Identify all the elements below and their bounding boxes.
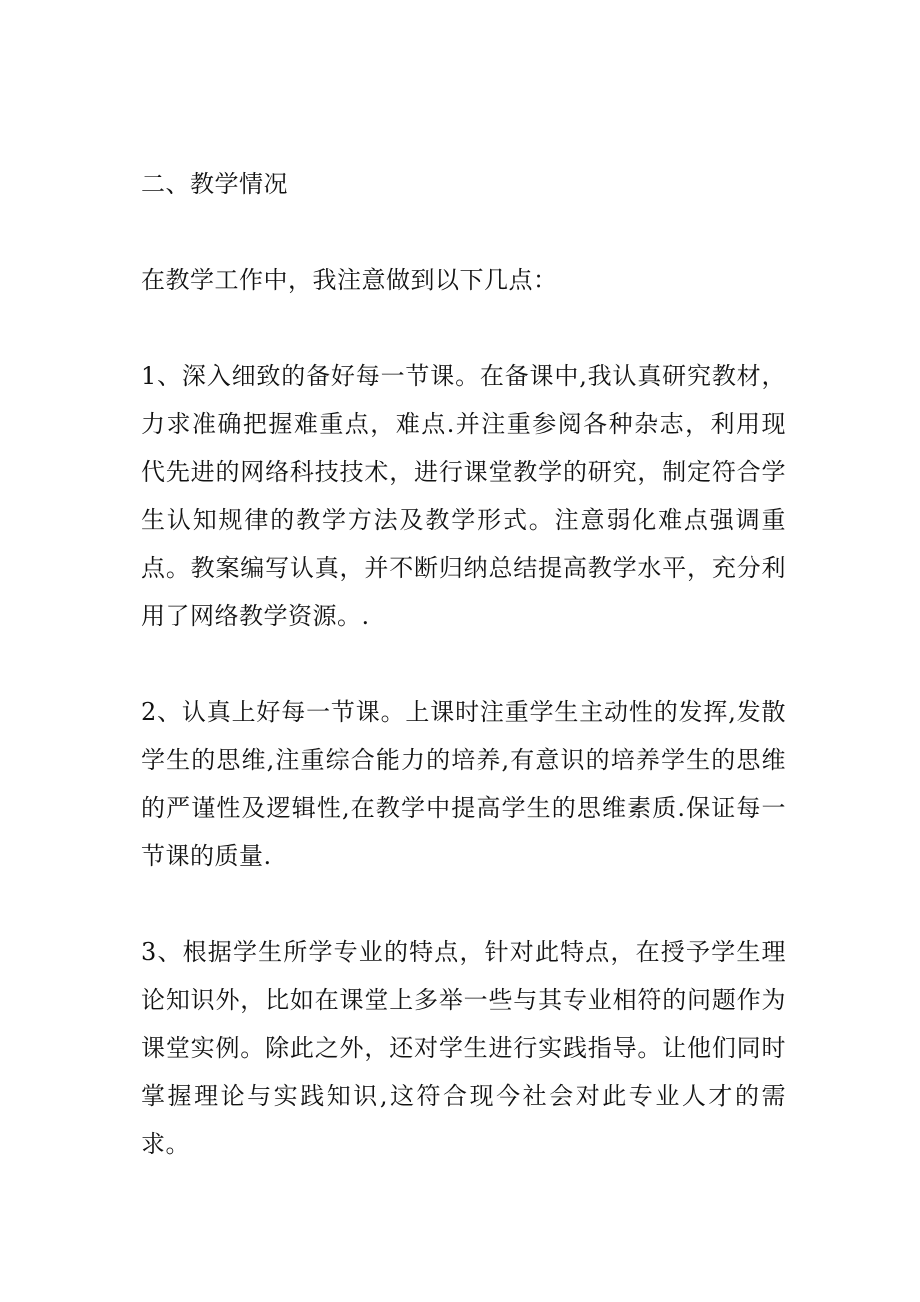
intro-paragraph: 在教学工作中，我注意做到以下几点：	[141, 266, 558, 294]
paragraph-3: 3、根据学生所学专业的特点，针对此特点，在授予学生理论知识外，比如在课堂上多举一些与其专业相符的问题作为课堂实例。除此之外，还对学生进行实践指导。让他们同时掌握理论与实践知识,这符合现今社会对此专业人才的需求。	[141, 938, 786, 1158]
document-body	[141, 160, 786, 1168]
section-heading: 二、教学情况	[141, 170, 288, 198]
paragraph-1: 1、深入细致的备好每一节课。在备课中,我认真研究教材，力求准确把握难重点，难点.并注重参阅各种杂志，利用现代先进的网络科技技术，进行课堂教学的研究，制定符合学生认知规律的教学方法及教学形式。注意弱化难点强调重点。教案编写认真，并不断归纳总结提高教学水平，充分利用了网络教学资源。.	[141, 362, 786, 630]
paragraph-2: 2、认真上好每一节课。上课时注重学生主动性的发挥,发散学生的思维,注重综合能力的培养,有意识的培养学生的思维的严谨性及逻辑性,在教学中提高学生的思维素质.保证每一节课的质量.	[141, 698, 786, 870]
